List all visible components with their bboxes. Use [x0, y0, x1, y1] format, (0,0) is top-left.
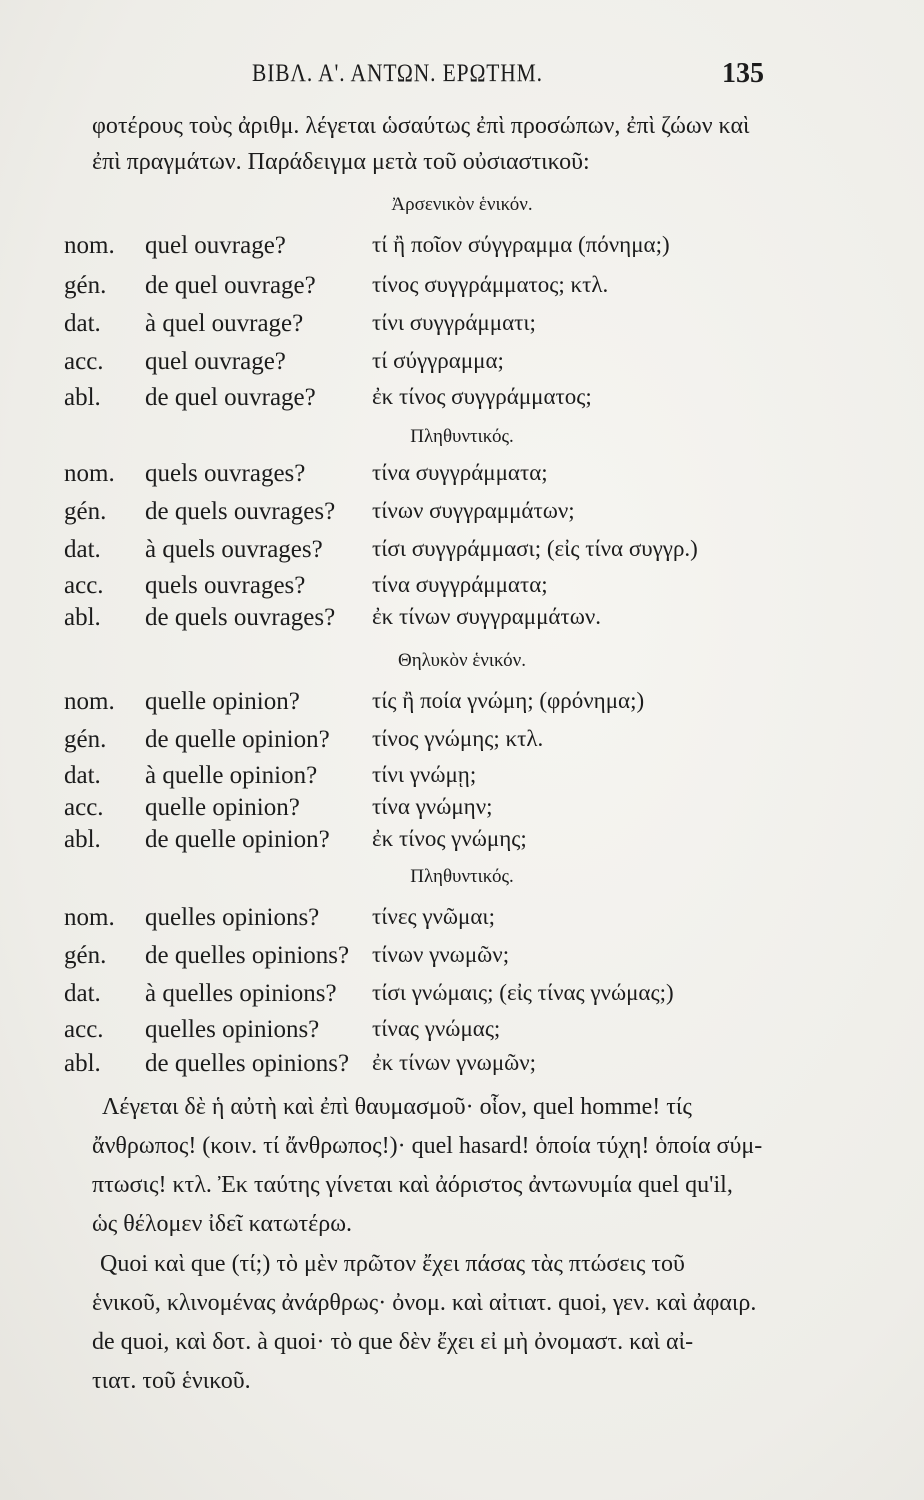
case-label: gén.: [64, 942, 107, 969]
greek-translation: τίσι γνώμαις; (εἰς τίνας γνώμας;): [372, 980, 674, 1005]
paragraph1-line-4: ὡς θέλομεν ἰδεῖ κατωτέρω.: [92, 1211, 353, 1237]
case-label: gén.: [64, 498, 107, 525]
greek-translation: ἐκ τίνος συγγράμματος;: [372, 384, 592, 409]
case-label: acc.: [64, 572, 104, 599]
paragraph2-line-3: de quoi, καὶ δοτ. à quoi· τὸ que δὲν ἔχει εἰ μὴ ὀνομαστ. καὶ αἰ-: [92, 1329, 694, 1355]
section-heading: Πληθυντικός.: [410, 426, 514, 447]
declension-row: [0, 232, 924, 270]
declension-row: [0, 904, 924, 942]
case-label: abl.: [64, 604, 101, 631]
french-form: à quels ouvrages?: [145, 536, 323, 563]
french-form: à quelles opinions?: [145, 980, 337, 1007]
paragraph1-line-2: ἄνθρωπος! (κοιν. τί ἄνθρωπος!)· quel hasard! ὁποία τύχη! ὁποία σύμ-: [92, 1133, 763, 1159]
french-form: de quels ouvrages?: [145, 498, 336, 525]
greek-translation: τίνα συγγράμματα;: [372, 460, 548, 485]
french-form: quels ouvrages?: [145, 572, 306, 599]
intro-line-1: φοτέρους τοὺς ἀριθμ. λέγεται ὡσαύτως ἐπὶ προσώπων, ἐπὶ ζώων καὶ: [92, 113, 750, 139]
french-form: quel ouvrage?: [145, 348, 286, 375]
french-form: quel ouvrage?: [145, 232, 286, 259]
greek-translation: τίνι συγγράμματι;: [372, 310, 536, 335]
section-heading: Πληθυντικός.: [410, 866, 514, 887]
case-label: dat.: [64, 536, 101, 563]
declension-row: [0, 604, 924, 642]
greek-translation: τίνι γνώμῃ;: [372, 762, 477, 787]
french-form: à quelle opinion?: [145, 762, 318, 789]
declension-row: [0, 272, 924, 310]
declension-row: [0, 1016, 924, 1054]
declension-row: [0, 348, 924, 386]
paragraph-exclamation: [92, 1088, 776, 1244]
paragraph2-line-2: ἑνικοῦ, κλινομένας ἀνάρθρως· ὀνομ. καὶ αἰτιατ. quoi, γεν. καὶ ἀφαιρ.: [92, 1290, 757, 1316]
case-label: nom.: [64, 904, 115, 931]
greek-translation: τίνα συγγράμματα;: [372, 572, 548, 597]
declension-row: [0, 980, 924, 1018]
french-form: quels ouvrages?: [145, 460, 306, 487]
declension-row: [0, 536, 924, 574]
declension-row: [0, 384, 924, 422]
running-head: ΒΙΒΛ. Α'. ΑΝΤΩΝ. ΕΡΩΤΗΜ.: [252, 60, 543, 87]
french-form: quelle opinion?: [145, 688, 300, 715]
greek-translation: τίνας γνώμας;: [372, 1016, 501, 1041]
greek-translation: τίνα γνώμην;: [372, 794, 493, 819]
paragraph1-line-1: Λέγεται δὲ ἡ αὐτὴ καὶ ἐπὶ θαυμασμοῦ· οἷον, quel homme! τίς: [102, 1094, 692, 1120]
case-label: nom.: [64, 232, 115, 259]
case-label: abl.: [64, 384, 101, 411]
case-label: acc.: [64, 1016, 104, 1043]
case-label: abl.: [64, 826, 101, 853]
declension-row: [0, 688, 924, 726]
page-number: 135: [722, 58, 764, 89]
declension-row: [0, 1050, 924, 1088]
paragraph2-line-4: τιατ. τοῦ ἑνικοῦ.: [92, 1368, 251, 1394]
greek-translation: τίνων συγγραμμάτων;: [372, 498, 575, 523]
greek-translation: τί σύγγραμμα;: [372, 348, 504, 373]
declension-row: [0, 726, 924, 764]
case-label: gén.: [64, 726, 107, 753]
french-form: quelles opinions?: [145, 904, 320, 931]
greek-translation: ἐκ τίνων συγγραμμάτων.: [372, 604, 602, 629]
french-form: quelles opinions?: [145, 1016, 320, 1043]
french-form: à quel ouvrage?: [145, 310, 304, 337]
declension-row: [0, 942, 924, 980]
paragraph-quoi-que: [92, 1245, 776, 1401]
greek-translation: τίνος γνώμης; κτλ.: [372, 726, 544, 751]
declension-row: [0, 460, 924, 498]
section-heading: Ἀρσενικὸν ἑνικόν.: [391, 194, 533, 215]
french-form: quelle opinion?: [145, 794, 300, 821]
greek-translation: τίσι συγγράμμασι; (εἰς τίνα συγγρ.): [372, 536, 698, 561]
french-form: de quels ouvrages?: [145, 604, 336, 631]
case-label: dat.: [64, 762, 101, 789]
case-label: gén.: [64, 272, 107, 299]
declension-row: [0, 498, 924, 536]
case-label: nom.: [64, 460, 115, 487]
greek-translation: ἐκ τίνων γνωμῶν;: [372, 1050, 537, 1075]
greek-translation: τίς ἢ ποία γνώμη; (φρόνημα;): [372, 688, 645, 713]
case-label: dat.: [64, 310, 101, 337]
paragraph1-line-3: πτωσις! κτλ. Ἐκ ταύτης γίνεται καὶ ἀόριστος ἀντωνυμία quel qu'il,: [92, 1172, 733, 1198]
case-label: acc.: [64, 794, 104, 821]
greek-translation: τίνες γνῶμαι;: [372, 904, 496, 929]
section-heading: Θηλυκὸν ἑνικόν.: [397, 650, 527, 671]
greek-translation: ἐκ τίνος γνώμης;: [372, 826, 527, 851]
french-form: de quel ouvrage?: [145, 272, 316, 299]
case-label: abl.: [64, 1050, 101, 1077]
french-form: de quelles opinions?: [145, 942, 350, 969]
intro-line-2: ἐπὶ πραγμάτων. Παράδειγμα μετὰ τοῦ οὐσιαστικοῦ:: [92, 149, 590, 175]
greek-translation: τί ἢ ποῖον σύγγραμμα (πόνημα;): [372, 232, 670, 257]
paragraph2-line-1: Quoi καὶ que (τί;) τὸ μὲν πρῶτον ἔχει πάσας τὰς πτώσεις τοῦ: [100, 1251, 685, 1277]
case-label: dat.: [64, 980, 101, 1007]
declension-row: [0, 310, 924, 348]
greek-translation: τίνος συγγράμματος; κτλ.: [372, 272, 609, 297]
french-form: de quel ouvrage?: [145, 384, 316, 411]
declension-row: [0, 826, 924, 864]
french-form: de quelle opinion?: [145, 726, 330, 753]
page-header: [0, 58, 924, 98]
french-form: de quelle opinion?: [145, 826, 330, 853]
case-label: acc.: [64, 348, 104, 375]
greek-translation: τίνων γνωμῶν;: [372, 942, 510, 967]
case-label: nom.: [64, 688, 115, 715]
intro-text: [92, 108, 772, 180]
french-form: de quelles opinions?: [145, 1050, 350, 1077]
